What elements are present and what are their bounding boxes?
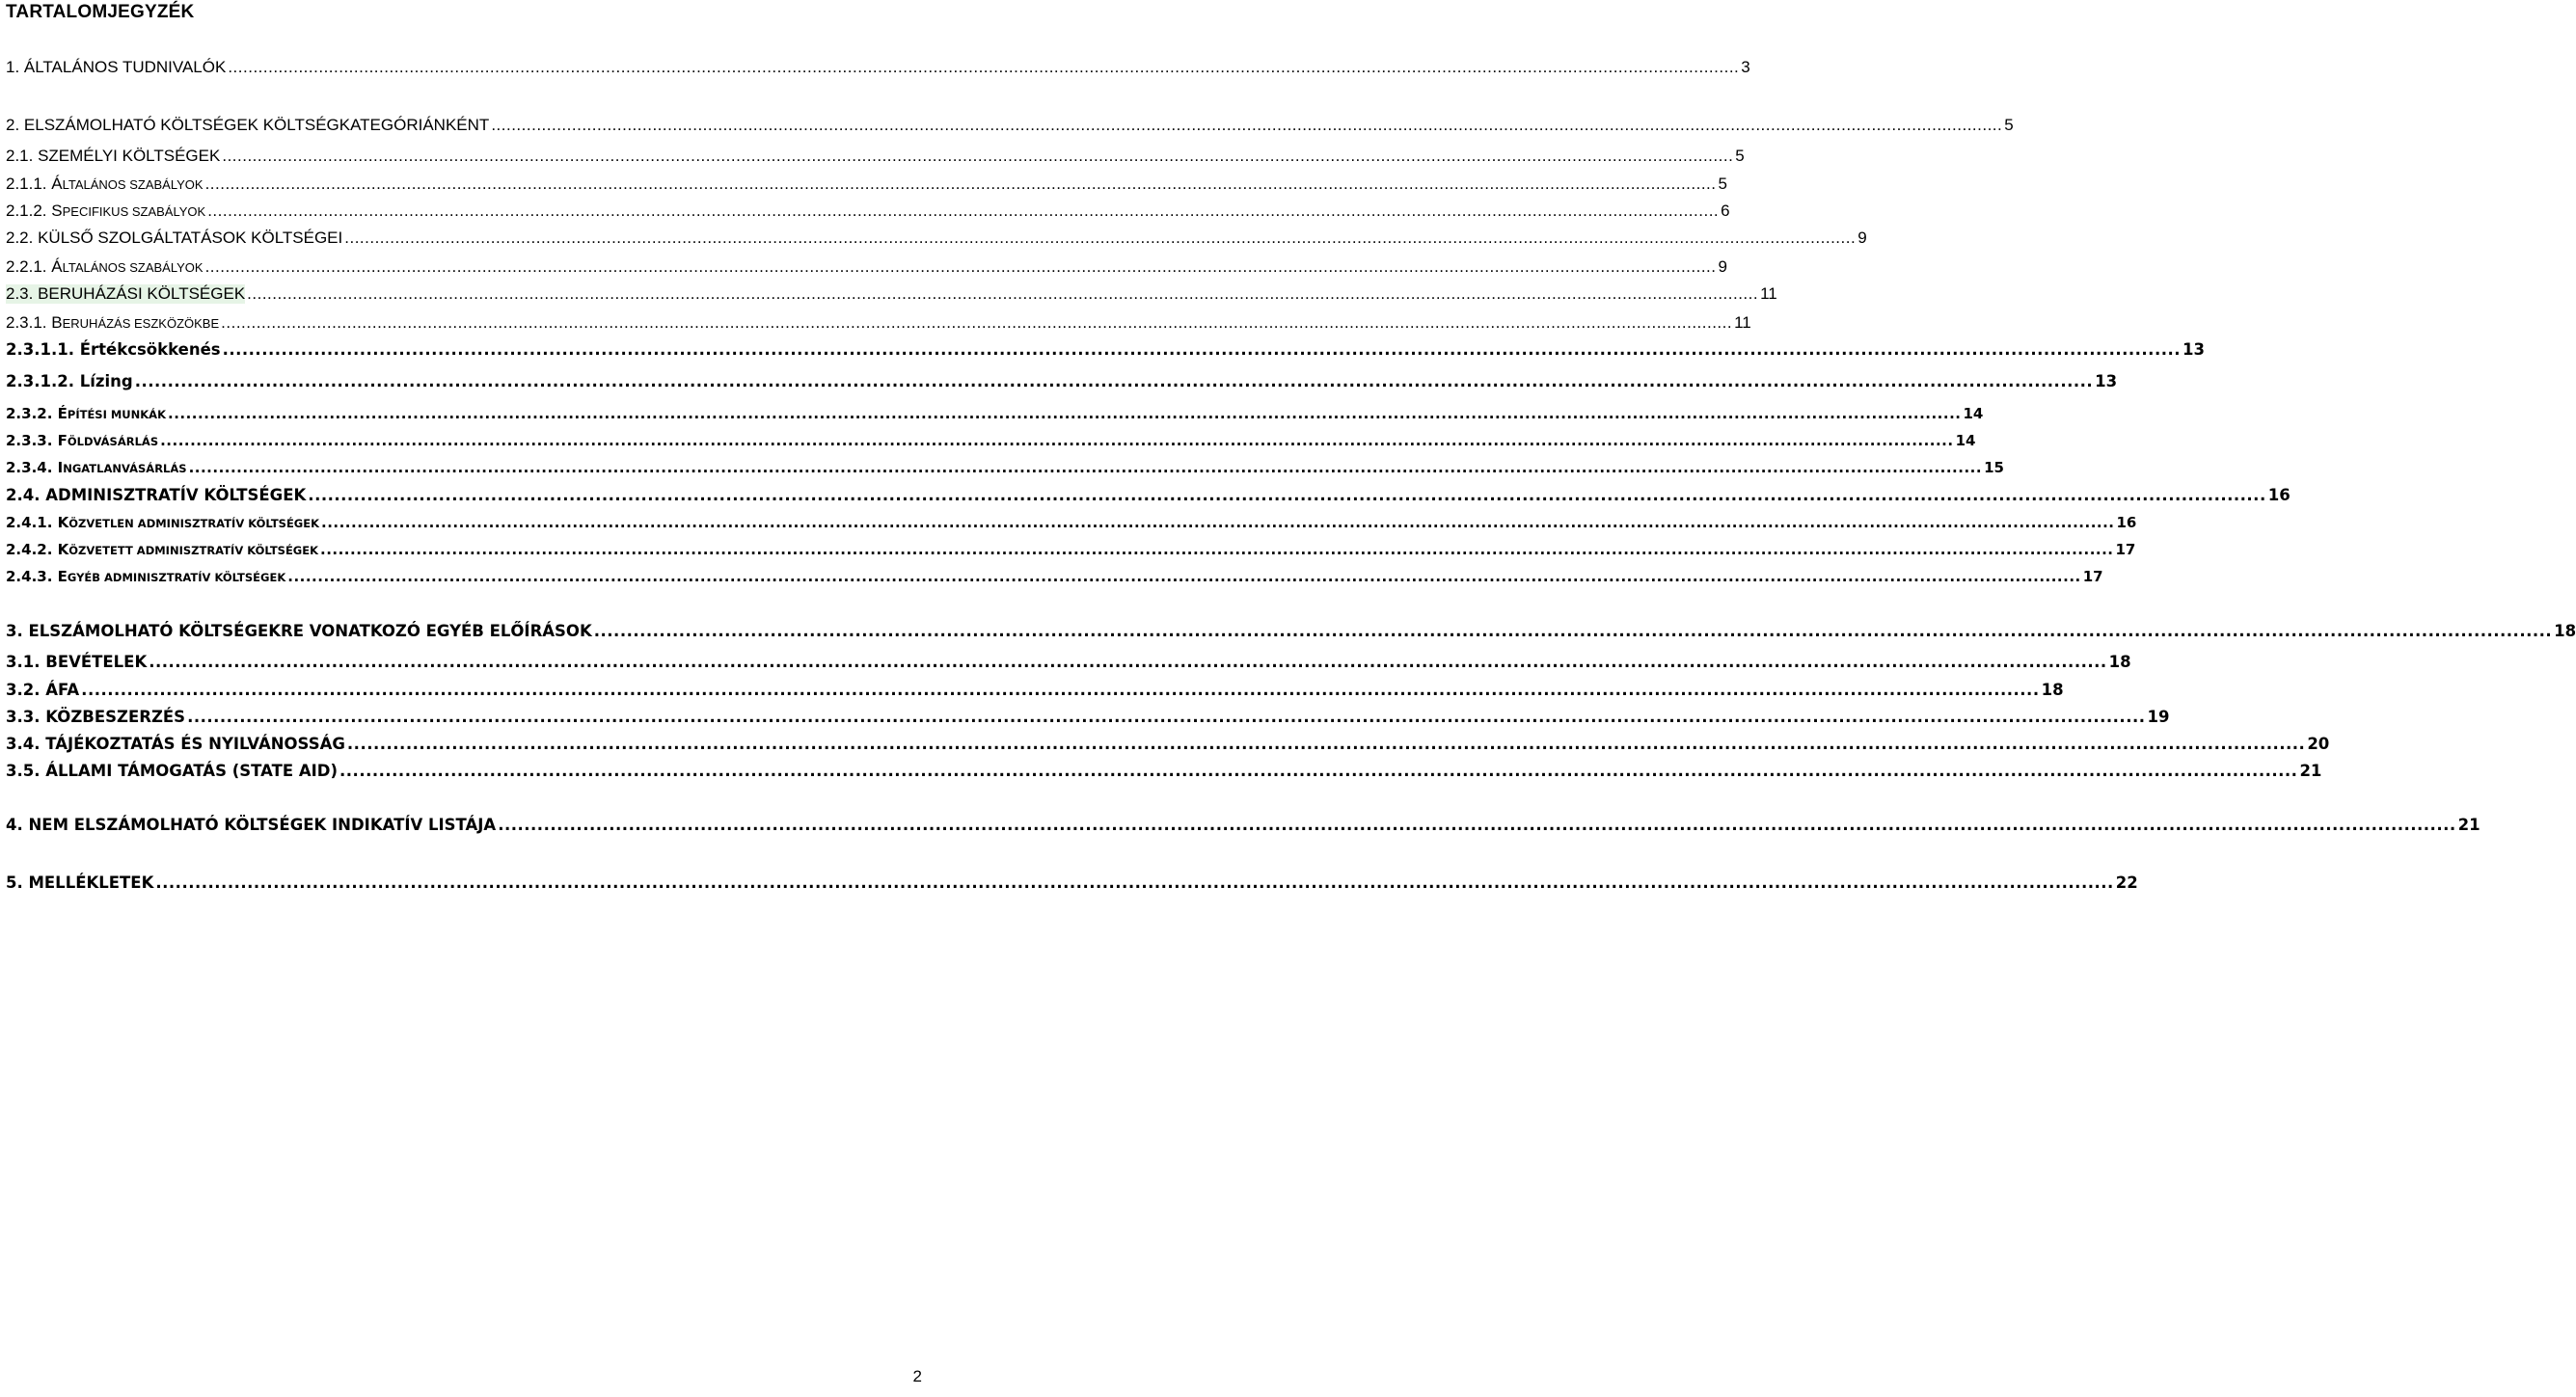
toc-entry-page: 18 bbox=[2108, 653, 2131, 671]
toc-entry-page: 16 bbox=[2267, 486, 2291, 504]
toc-entry[interactable] bbox=[6, 514, 2137, 531]
toc-entry-page: 13 bbox=[2183, 340, 2205, 359]
toc-dot-leader: ............................................................................................................................................................................................................................................................................................................ bbox=[188, 459, 1983, 476]
toc-entry[interactable] bbox=[6, 228, 1867, 248]
toc-entry-page: 17 bbox=[2082, 568, 2103, 585]
toc-dot-leader: ............................................................................................................................................................................................................................................................................................................ bbox=[134, 372, 2094, 390]
toc-entry-page: 18 bbox=[2554, 622, 2576, 640]
toc-entry[interactable] bbox=[6, 459, 2004, 476]
toc-dot-leader: ............................................................................................................................................................................................................................................................................................................ bbox=[155, 873, 2114, 892]
toc-entry[interactable] bbox=[6, 201, 1730, 221]
toc-dot-leader: ............................................................................................................................................................................................................................................................................................................ bbox=[320, 541, 2114, 558]
toc-entry-page: 21 bbox=[2457, 816, 2481, 834]
toc-entry-label: 2.4. ADMINISZTRATÍV KÖLTSÉGEK bbox=[6, 486, 307, 504]
toc-entry-page: 22 bbox=[2115, 873, 2138, 892]
toc-entry-label: 2.4.2. KÖZVETETT ADMINISZTRATÍV KÖLTSÉGEK bbox=[6, 541, 319, 558]
toc-entry-page: 15 bbox=[1984, 459, 2004, 476]
toc-entry-page: 14 bbox=[1955, 432, 1976, 449]
toc-entry-label: 2.1.1. ÁLTALÁNOS SZABÁLYOK bbox=[6, 175, 203, 193]
toc-entry-label: 1. ÁLTALÁNOS TUDNIVALÓK bbox=[6, 58, 227, 76]
toc-entry[interactable] bbox=[6, 284, 1777, 304]
toc-entry[interactable] bbox=[6, 340, 2205, 359]
toc-entry-label: 2. ELSZÁMOLHATÓ KÖLTSÉGEK KÖLTSÉGKATEGÓRIÁNKÉNT bbox=[6, 116, 490, 134]
toc-entry-label: 2.1. SZEMÉLYI KÖLTSÉGEK bbox=[6, 147, 221, 165]
toc-dot-leader: ............................................................................................................................................................................................................................................................................................................ bbox=[160, 432, 1954, 449]
toc-dot-leader: ............................................................................................................................................................................................................................................................................................................ bbox=[204, 175, 1717, 193]
toc-dot-leader: ............................................................................................................................................................................................................................................................................................................ bbox=[228, 58, 1740, 76]
toc-entry[interactable] bbox=[6, 486, 2291, 504]
toc-dot-leader: ............................................................................................................................................................................................................................................................................................................ bbox=[344, 228, 1857, 247]
toc-entry[interactable] bbox=[6, 873, 2138, 892]
toc-entry-page: 3 bbox=[1741, 58, 1750, 76]
toc-entry[interactable] bbox=[6, 681, 2064, 699]
toc-entry-page: 5 bbox=[1735, 147, 1745, 165]
toc-entry-page: 9 bbox=[1857, 228, 1867, 247]
toc-entry-label: 3. ELSZÁMOLHATÓ KÖLTSÉGEKRE VONATKOZÓ EGYÉB ELŐÍRÁSOK bbox=[6, 622, 592, 640]
toc-entry[interactable] bbox=[6, 257, 1727, 277]
toc-entry-label: 2.3.3. FÖLDVÁSÁRLÁS bbox=[6, 432, 159, 449]
toc-dot-leader: ............................................................................................................................................................................................................................................................................................................ bbox=[308, 486, 2266, 504]
toc-dot-leader: ............................................................................................................................................................................................................................................................................................................ bbox=[287, 568, 2081, 585]
toc-entry-label: 3.1. BEVÉTELEK bbox=[6, 653, 148, 671]
toc-dot-leader: ............................................................................................................................................................................................................................................................................................................ bbox=[593, 622, 2553, 640]
toc-dot-leader: ............................................................................................................................................................................................................................................................................................................ bbox=[221, 313, 1733, 332]
toc-entry-page: 13 bbox=[2095, 372, 2118, 390]
toc-entry-label: 4. NEM ELSZÁMOLHATÓ KÖLTSÉGEK INDIKATÍV LISTÁJA bbox=[6, 816, 497, 834]
toc-entry-page: 5 bbox=[1718, 175, 1727, 193]
toc-dot-leader: ............................................................................................................................................................................................................................................................................................................ bbox=[339, 762, 2298, 780]
toc-entry-label: 2.1.2. SPECIFIKUS SZABÁLYOK bbox=[6, 201, 206, 220]
toc-entry-page: 20 bbox=[2307, 735, 2330, 753]
toc-entry-page: 6 bbox=[1721, 201, 1730, 220]
toc-entry-page: 17 bbox=[2115, 541, 2136, 558]
toc-entry-page: 11 bbox=[1760, 284, 1777, 303]
toc-dot-leader: ............................................................................................................................................................................................................................................................................................................ bbox=[222, 340, 2182, 359]
toc-entry-page: 18 bbox=[2041, 681, 2064, 699]
toc-entry-label: 2.3.1.2. Lízing bbox=[6, 372, 133, 390]
toc-entry-label: 3.5. ÁLLAMI TÁMOGATÁS (STATE AID) bbox=[6, 762, 339, 780]
toc-entry-label: 5. MELLÉKLETEK bbox=[6, 873, 154, 892]
toc-dot-leader: ............................................................................................................................................................................................................................................................................................................ bbox=[168, 405, 1962, 422]
toc-dot-leader: ............................................................................................................................................................................................................................................................................................................ bbox=[491, 116, 2003, 134]
toc-entry-page: 5 bbox=[2004, 116, 2014, 134]
toc-dot-leader: ............................................................................................................................................................................................................................................................................................................ bbox=[321, 514, 2115, 531]
toc-entry[interactable] bbox=[6, 762, 2322, 780]
toc-entry-label: 2.4.1. KÖZVETLEN ADMINISZTRATÍV KÖLTSÉGEK bbox=[6, 514, 320, 531]
toc-dot-leader: ............................................................................................................................................................................................................................................................................................................ bbox=[346, 735, 2306, 753]
toc-entry-page: 21 bbox=[2299, 762, 2322, 780]
toc-entry-label: 2.2.1. ÁLTALÁNOS SZABÁLYOK bbox=[6, 257, 203, 276]
toc-entry[interactable] bbox=[6, 816, 2481, 834]
toc-dot-leader: ............................................................................................................................................................................................................................................................................................................ bbox=[222, 147, 1734, 165]
toc-entry[interactable] bbox=[6, 568, 2103, 585]
toc-entry-label: 3.4. TÁJÉKOZTATÁS ÉS NYILVÁNOSSÁG bbox=[6, 735, 345, 753]
toc-entry[interactable] bbox=[6, 735, 2330, 753]
toc-entry[interactable] bbox=[6, 58, 1750, 77]
toc-dot-leader: ............................................................................................................................................................................................................................................................................................................ bbox=[149, 653, 2107, 671]
toc-entry-page: 11 bbox=[1734, 313, 1751, 332]
toc-dot-leader: ............................................................................................................................................................................................................................................................................................................ bbox=[81, 681, 2040, 699]
toc-entry-page: 14 bbox=[1963, 405, 1984, 422]
page-number: 2 bbox=[912, 1367, 922, 1385]
toc-dot-leader: ............................................................................................................................................................................................................................................................................................................ bbox=[204, 257, 1717, 276]
toc-entry-label: 3.2. ÁFA bbox=[6, 681, 80, 699]
toc-dot-leader: ............................................................................................................................................................................................................................................................................................................ bbox=[207, 201, 1720, 220]
toc-title: TARTALOMJEGYZÉK bbox=[6, 2, 195, 22]
toc-entry-label: 2.3. BERUHÁZÁSI KÖLTSÉGEK bbox=[6, 284, 246, 303]
toc-entry[interactable] bbox=[6, 622, 2576, 640]
toc-entry-label: 3.3. KÖZBESZERZÉS bbox=[6, 708, 186, 726]
toc-entry[interactable] bbox=[6, 116, 2014, 135]
toc-dot-leader: ............................................................................................................................................................................................................................................................................................................ bbox=[247, 284, 1759, 303]
toc-dot-leader: ............................................................................................................................................................................................................................................................................................................ bbox=[498, 816, 2456, 834]
toc-entry-page: 16 bbox=[2116, 514, 2137, 531]
toc-entry-label: 2.3.2. ÉPÍTÉSI MUNKÁK bbox=[6, 405, 166, 422]
toc-entry[interactable] bbox=[6, 175, 1727, 194]
toc-entry-label: 2.3.4. INGATLANVÁSÁRLÁS bbox=[6, 459, 187, 476]
toc-entry[interactable] bbox=[6, 405, 1984, 422]
toc-entry[interactable] bbox=[6, 541, 2136, 558]
toc-entry-label: 2.3.1. BERUHÁZÁS ESZKÖZÖKBE bbox=[6, 313, 220, 332]
toc-entry-label: 2.3.1.1. Értékcsökkenés bbox=[6, 340, 221, 359]
toc-entry[interactable] bbox=[6, 653, 2131, 671]
toc-entry-page: 9 bbox=[1718, 257, 1727, 276]
toc-entry[interactable] bbox=[6, 708, 2170, 726]
toc-entry-page: 19 bbox=[2147, 708, 2170, 726]
toc-entry-label: 2.2. KÜLSŐ SZOLGÁLTATÁSOK KÖLTSÉGEI bbox=[6, 228, 343, 247]
toc-entry[interactable] bbox=[6, 313, 1751, 333]
toc-entry[interactable] bbox=[6, 432, 1976, 449]
toc-entry-label: 2.4.3. EGYÉB ADMINISZTRATÍV KÖLTSÉGEK bbox=[6, 568, 286, 585]
toc-entry[interactable] bbox=[6, 147, 1745, 166]
toc-entry[interactable] bbox=[6, 372, 2118, 390]
toc-dot-leader: ............................................................................................................................................................................................................................................................................................................ bbox=[187, 708, 2146, 726]
